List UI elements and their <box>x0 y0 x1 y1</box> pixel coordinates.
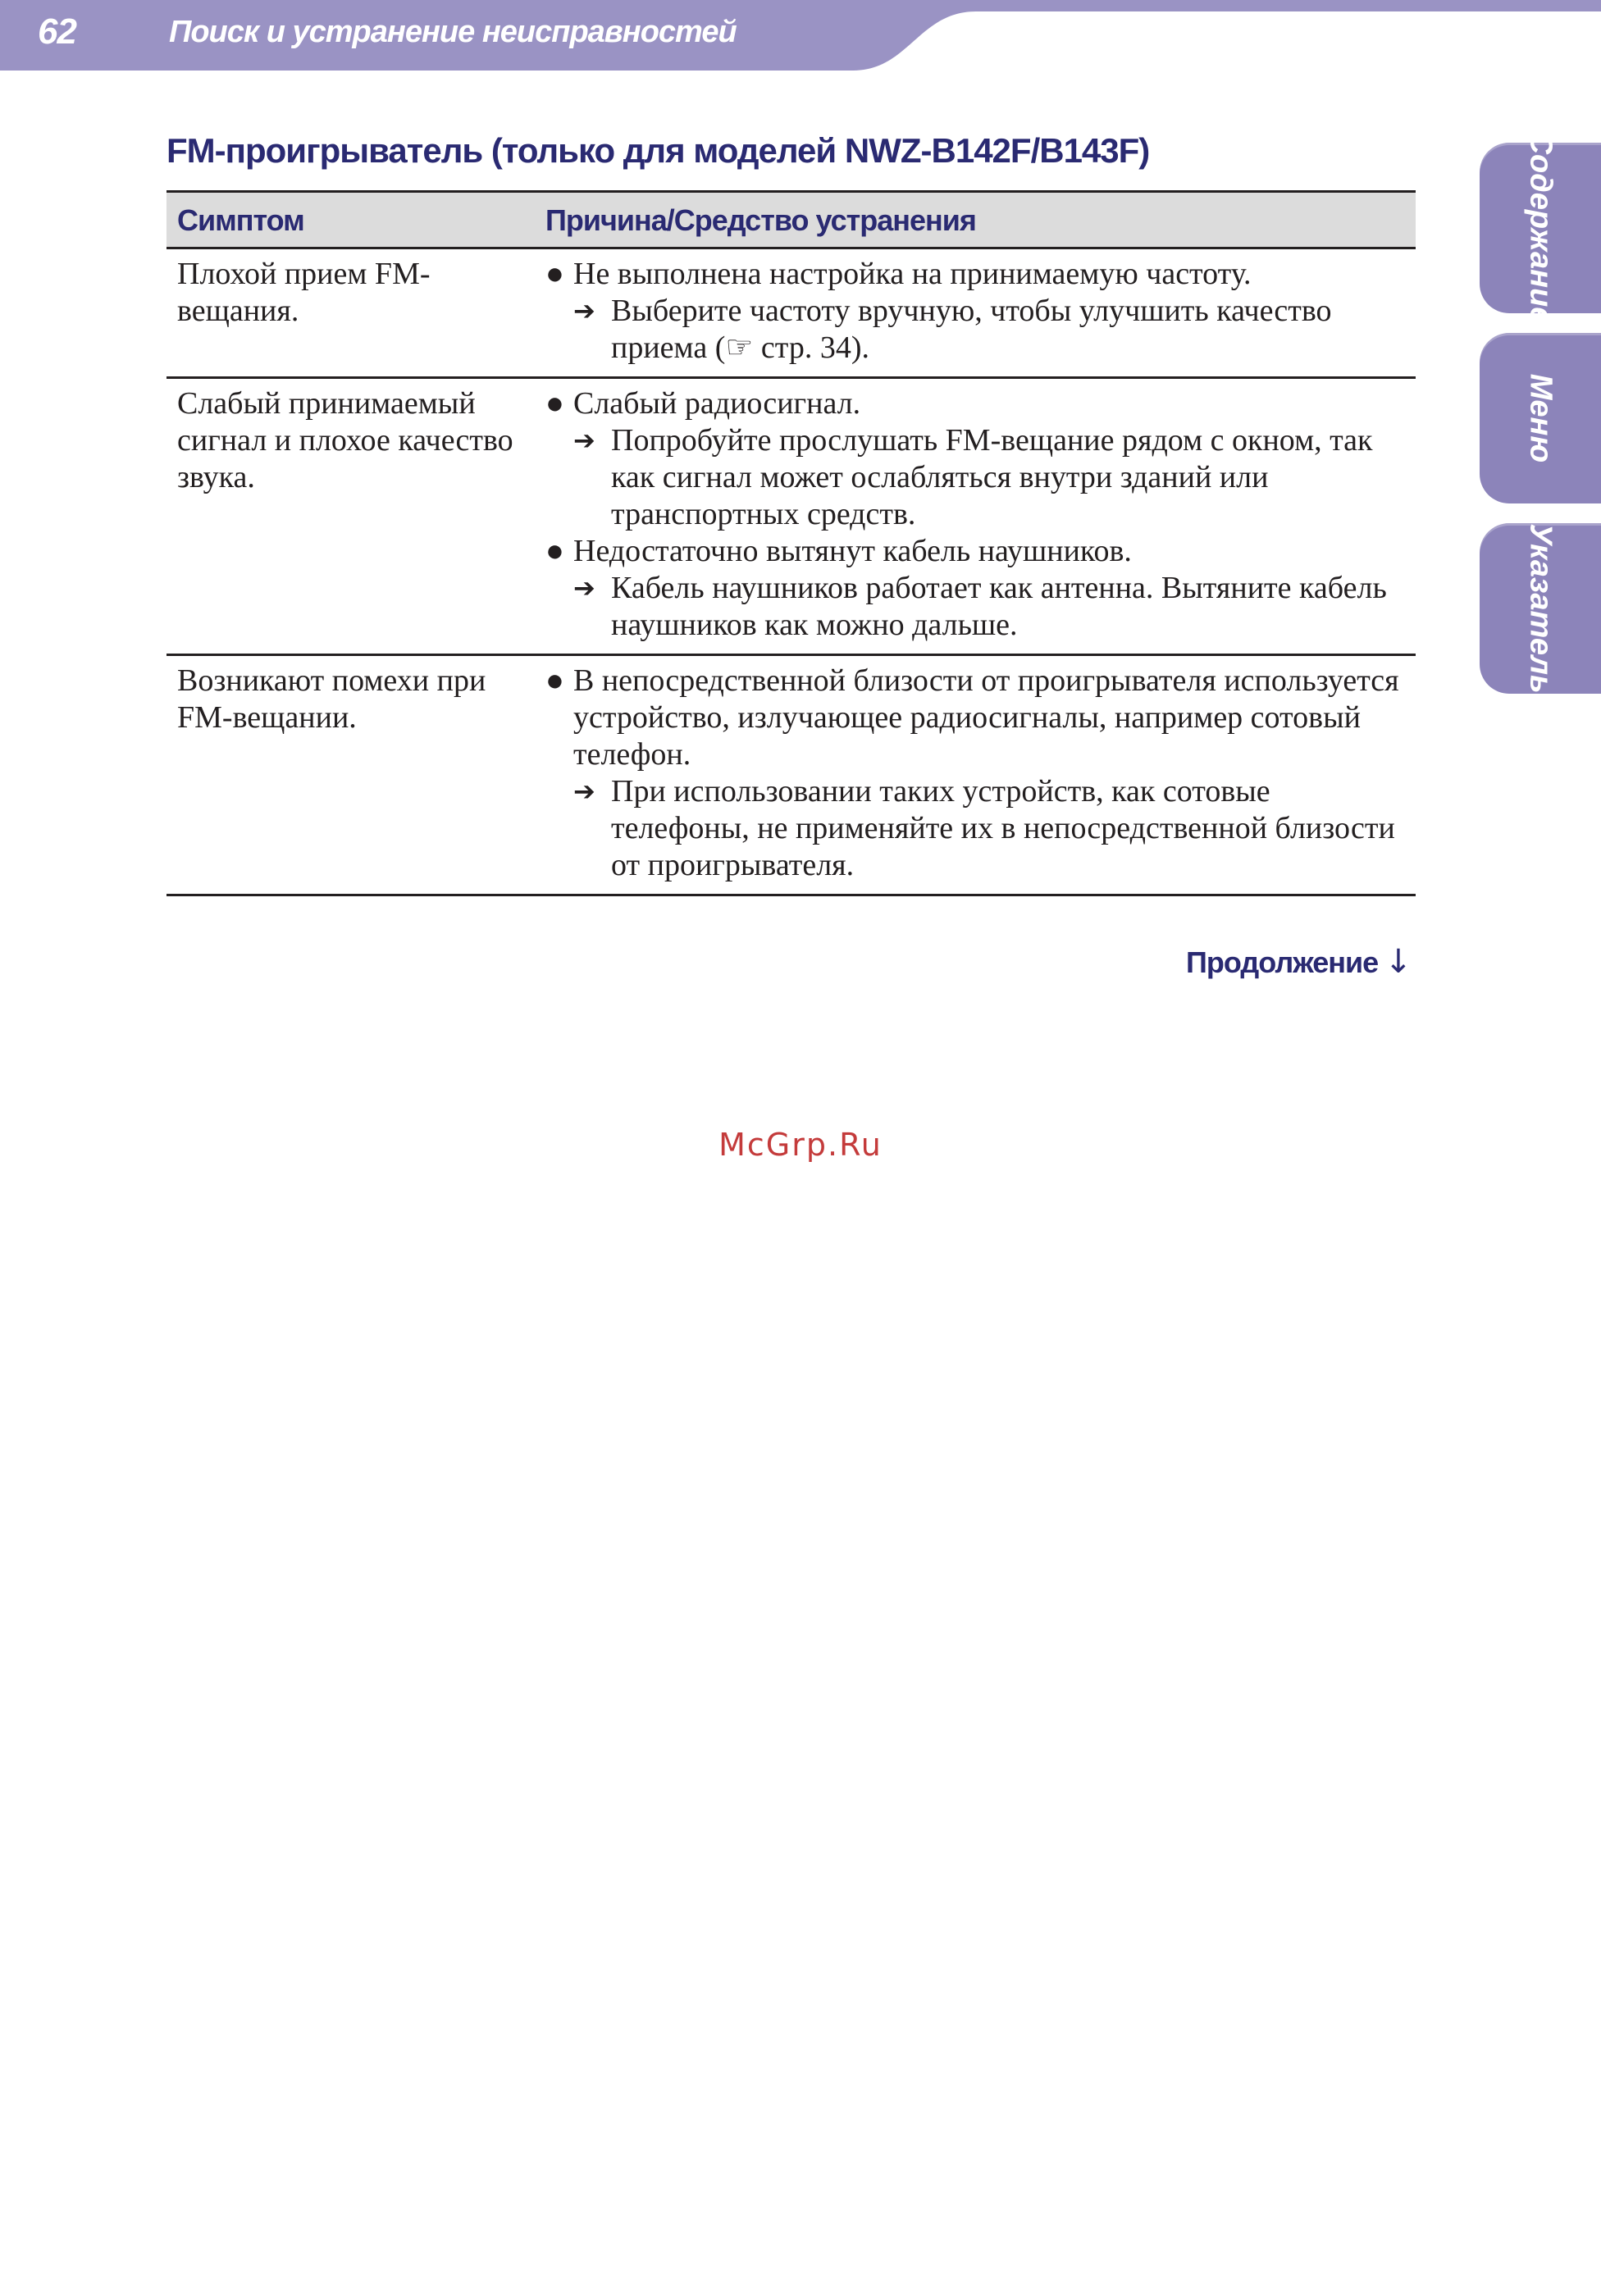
remedy-text: При использовании таких устройств, как сотовые телефоны, не применяйте их в непосредственной близости от проигрывателя. <box>611 774 1395 882</box>
tab-contents-label: Содержание <box>1523 131 1558 325</box>
symptom-cell: Плохой прием FM-вещания. <box>166 248 538 378</box>
watermark: McGrp.Ru <box>718 1127 883 1163</box>
page-number: 62 <box>38 11 76 52</box>
tab-menu[interactable] <box>1480 333 1601 503</box>
arrow-right-icon: ➔ <box>573 425 595 456</box>
continue-link[interactable] <box>1186 943 1412 981</box>
remedy-item <box>545 570 1416 644</box>
cause-cell <box>538 378 1416 655</box>
column-header-cause: Причина/Средство устранения <box>538 192 1416 248</box>
cause-item <box>545 663 1416 773</box>
remedy-text: Попробуйте прослушать FM-вещание рядом с окном, так как сигнал может ослабляться внутри зданий или транспортных средств. <box>611 423 1373 531</box>
arrow-right-icon: ➔ <box>573 295 595 326</box>
cause-item <box>545 385 1416 422</box>
tab-index[interactable] <box>1480 523 1601 694</box>
remedy-item <box>545 773 1416 884</box>
table-row <box>166 248 1416 378</box>
continue-label: Продолжение <box>1186 945 1379 979</box>
cause-item <box>545 533 1416 570</box>
remedy-item <box>545 422 1416 533</box>
remedy-text: Выберите частоту вручную, чтобы улучшить качество приема (☞ стр. 34). <box>611 294 1332 365</box>
bullet-icon: ● <box>545 663 564 698</box>
remedy-text: Кабель наушников работает как антенна. Вытяните кабель наушников как можно дальше. <box>611 571 1387 642</box>
cause-cell <box>538 248 1416 378</box>
table-header-row <box>166 192 1416 248</box>
tab-contents[interactable] <box>1480 131 1601 325</box>
symptom-cell: Возникают помехи при FM-вещании. <box>166 655 538 895</box>
tab-index-label: Указатель <box>1523 523 1558 694</box>
symptom-cell: Слабый принимаемый сигнал и плохое качество звука. <box>166 378 538 655</box>
cause-text: В непосредственной близости от проигрывателя используется устройство, излучающее радиосигналы, например сотовый телефон. <box>573 663 1399 772</box>
column-header-symptom: Симптом <box>166 192 538 248</box>
cause-text: Слабый радиосигнал. <box>573 386 861 421</box>
remedy-item <box>545 293 1416 367</box>
cause-text: Недостаточно вытянут кабель наушников. <box>573 534 1132 568</box>
tab-menu-label: Меню <box>1523 373 1558 463</box>
arrow-right-icon: ➔ <box>573 572 595 604</box>
troubleshooting-table <box>166 190 1416 896</box>
bullet-icon: ● <box>545 386 564 421</box>
table-row <box>166 655 1416 895</box>
header-band <box>0 0 1601 71</box>
bullet-icon: ● <box>545 257 564 291</box>
cause-item <box>545 256 1416 293</box>
cause-cell <box>538 655 1416 895</box>
bullet-icon: ● <box>545 534 564 568</box>
chapter-title: Поиск и устранение неисправностей <box>169 15 737 49</box>
arrow-right-icon: ➔ <box>573 776 595 807</box>
arrow-down-icon: ↓ <box>1384 943 1412 981</box>
section-title: FM-проигрыватель (только для моделей NWZ-B142F/B143F) <box>166 131 1150 170</box>
table-row <box>166 378 1416 655</box>
cause-text: Не выполнена настройка на принимаемую частоту. <box>573 257 1252 291</box>
